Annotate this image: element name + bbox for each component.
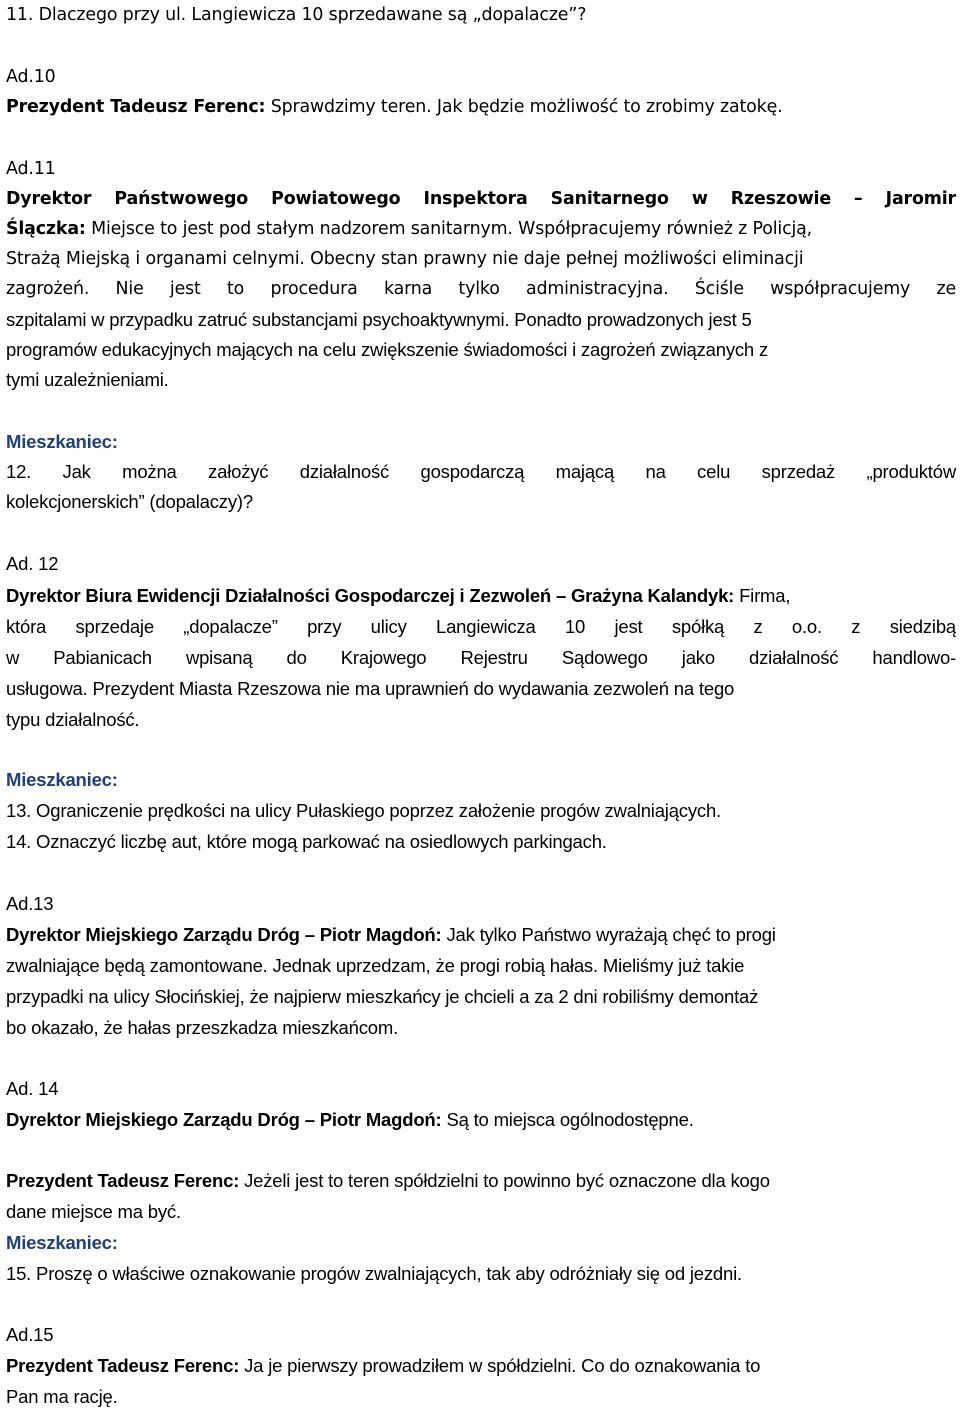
- answer-13-line-2: zwalniające będą zamontowane. Jednak uprzedzam, że progi robią hałas. Mieliśmy już takie: [6, 955, 745, 976]
- answer-13-line-3: przypadki na ulicy Słocińskiej, że najpierw mieszkańcy je chcieli a za 2 dni robiliśmy demontaż: [6, 986, 759, 1007]
- speaker-name: Ślączka:: [6, 219, 86, 239]
- question-14: 14. Oznaczyć liczbę aut, które mogą parkować na osiedlowych parkingach.: [6, 831, 607, 852]
- answer-14-line-1: [6, 1104, 956, 1135]
- resident-label-text: Mieszkaniec:: [6, 1232, 118, 1253]
- question-12-line-2: kolekcjonerskich” (dopalaczy)?: [6, 491, 253, 512]
- president-answer-line-1: [6, 1165, 956, 1196]
- answer-12-line-2: która sprzedaje „dopalacze” przy ulicy Langiewicza 10 jest spółką z o.o. z siedzibą: [6, 616, 956, 637]
- question-13: 13. Ograniczenie prędkości na ulicy Pułaskiego poprzez założenie progów zwalniających.: [6, 800, 721, 821]
- resident-label-text: Mieszkaniec:: [6, 431, 118, 452]
- answer-text: szpitalami w przypadku zatruć substancjami psychoaktywnymi.: [6, 309, 515, 330]
- question-12-line-1: 12. Jak można założyć działalność gospodarczą mającą na celu sprzedaż „produktów: [6, 461, 956, 482]
- answer-text: Jak tylko Państwo wyrażają chęć to progi: [441, 924, 776, 945]
- answer-text: Są to miejsca ogólnodostępne.: [441, 1109, 694, 1130]
- answer-11-line-6: programów edukacyjnych mających na celu zwiększenie świadomości i zagrożeń związanych z: [6, 339, 769, 360]
- answer-text: zagrożeń.: [6, 279, 116, 299]
- speaker-name: Dyrektor Biura Ewidencji Działalności Gospodarczej i Zezwoleń – Grażyna Kalandyk:: [6, 585, 735, 606]
- answer-11-line-3: [6, 244, 956, 275]
- answer-14-label: Ad. 14: [6, 1078, 59, 1099]
- speaker-name: Prezydent Tadeusz Ferenc:: [6, 1355, 240, 1376]
- answer-text: Współpracujemy również z Policją,: [518, 219, 813, 239]
- answer-text: Miejsce to jest pod stałym nadzorem sanitarnym.: [85, 219, 519, 239]
- answer-text: Strażą Miejską i organami celnymi.: [6, 249, 311, 269]
- answer-13-label: Ad.13: [6, 893, 54, 914]
- answer-11-label: Ad.11: [6, 159, 56, 179]
- answer-10-line-1: [6, 92, 956, 123]
- president-answer-line-2: dane miejsce ma być.: [6, 1201, 181, 1222]
- answer-11-line-4: [6, 274, 956, 305]
- answer-15-line-2: Pan ma rację.: [6, 1386, 118, 1407]
- answer-text: Ja je pierwszy prowadziłem w spółdzielni. Co do oznakowania to: [239, 1355, 761, 1376]
- answer-12-line-5: typu działalność.: [6, 709, 140, 730]
- answer-12-line-4: usługowa. Prezydent Miasta Rzeszowa nie ma uprawnień do wydawania zezwoleń na tego: [6, 678, 735, 699]
- document-page: [6, 0, 956, 1412]
- answer-11-line-5: [6, 304, 956, 335]
- answer-12-line-1: [6, 580, 956, 611]
- answer-12-line-3: w Pabianicach wpisaną do Krajowego Rejestru Sądowego jako działalność handlowo-: [6, 647, 956, 668]
- speaker-name: Dyrektor Państwowego Powiatowego Inspektora Sanitarnego w Rzeszowie – Jaromir: [6, 189, 956, 209]
- answer-text: Firma,: [734, 585, 791, 606]
- answer-13-line-1: [6, 919, 956, 950]
- speaker-name: Prezydent Tadeusz Ferenc:: [6, 1170, 240, 1191]
- answer-11-line-1: [6, 184, 956, 215]
- answer-text: Obecny stan prawny nie daje pełnej możliwości eliminacji: [310, 249, 804, 269]
- resident-label: [6, 1227, 956, 1258]
- answer-text: Ponadto prowadzonych jest 5: [514, 309, 752, 330]
- answer-text: Sprawdzimy teren. Jak będzie możliwość to zrobimy zatokę.: [265, 97, 783, 117]
- answer-13-line-4: bo okazało, że hałas przeszkadza mieszkańcom.: [6, 1017, 399, 1038]
- answer-11-line-7: tymi uzależnieniami.: [6, 369, 169, 390]
- question-15: 15. Proszę o właściwe oznakowanie progów zwalniających, tak aby odróżniały się od jezdni.: [6, 1263, 742, 1284]
- answer-text: Nie jest to procedura karna tylko administracyjna.: [115, 279, 695, 299]
- answer-text: Ściśle współpracujemy ze: [694, 279, 956, 299]
- resident-label: [6, 764, 956, 795]
- speaker-name: Dyrektor Miejskiego Zarządu Dróg – Piotr Magdoń:: [6, 924, 442, 945]
- answer-text: Jeżeli jest to teren spółdzielni to powinno być oznaczone dla kogo: [239, 1170, 770, 1191]
- resident-label-text: Mieszkaniec:: [6, 769, 118, 790]
- answer-11-line-2: [6, 214, 956, 245]
- speaker-name: Dyrektor Miejskiego Zarządu Dróg – Piotr Magdoń:: [6, 1109, 442, 1130]
- answer-10-label: Ad.10: [6, 67, 56, 87]
- speaker-name: Prezydent Tadeusz Ferenc:: [6, 97, 266, 117]
- answer-15-line-1: [6, 1350, 956, 1381]
- answer-15-label: Ad.15: [6, 1324, 54, 1345]
- resident-label: [6, 426, 956, 457]
- question-11: 11. Dlaczego przy ul. Langiewicza 10 sprzedawane są „dopalacze”?: [6, 5, 587, 25]
- answer-12-label: Ad. 12: [6, 553, 59, 574]
